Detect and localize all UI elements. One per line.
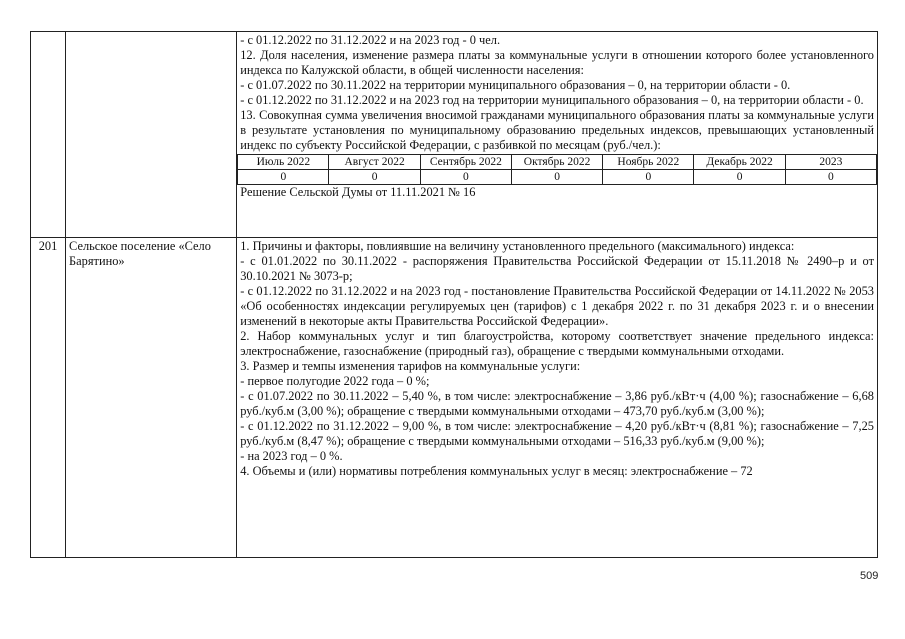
paragraph: - с 01.01.2022 по 30.11.2022 - распоряжения Правительства Российской Федерации от 15.11.2018 № 2490–р и от 30.10.2021 № 3073-р; (240, 254, 874, 283)
organization-name (66, 32, 237, 238)
paragraph: - на 2023 год – 0 %. (240, 449, 343, 463)
paragraph: 12. Доля населения, изменение размера платы за коммунальные услуги в отношении которого более установленного индекса по Калужской области, в общей численности населения: (240, 48, 874, 77)
month-header: Сентябрь 2022 (420, 155, 511, 170)
month-value: 0 (420, 170, 511, 185)
organization-name: Сельское поселение «Село Барятино» (66, 238, 237, 558)
paragraph: 2. Набор коммунальных услуг и тип благоустройства, которому соответствует значение предельного индекса: электроснабжение, газоснабжение (природный газ), обращение с твердыми коммунальными отходами. (240, 329, 874, 358)
month-value: 0 (785, 170, 876, 185)
table-row (31, 238, 878, 558)
row-number (31, 32, 66, 238)
row-content (237, 238, 878, 558)
paragraph: 4. Объемы и (или) нормативы потребления коммунальных услуг в месяц: электроснабжение – 72 (240, 464, 753, 478)
paragraph: - с 01.07.2022 по 30.11.2022 – 5,40 %, в том числе: электроснабжение – 3,86 руб./кВт·ч (4,00 %); газоснабжение – 6,68 руб./куб.м (3,00 %); обращение с твердыми коммунальными отходами – 473,70 руб./куб.м (3,00 %); (240, 389, 874, 418)
month-header: Август 2022 (329, 155, 420, 170)
month-header: 2023 (785, 155, 876, 170)
row-content (237, 32, 878, 238)
table-row (238, 155, 877, 170)
month-value: 0 (694, 170, 785, 185)
paragraph: - с 01.12.2022 по 31.12.2022 и на 2023 год - постановление Правительства Российской Федерации от 14.11.2022 № 2053 «Об особенностях индексации регулируемых цен (тарифов) с 1 декабря 2022 г. по 31 декабря 2023 г. и о внесении изменений в некоторые акты Правительства Российской Федерации». (240, 284, 874, 328)
monthly-sum-table (237, 154, 877, 185)
document-table (30, 31, 878, 558)
month-value: 0 (329, 170, 420, 185)
month-header: Декабрь 2022 (694, 155, 785, 170)
month-value: 0 (511, 170, 602, 185)
month-value: 0 (603, 170, 694, 185)
month-header: Ноябрь 2022 (603, 155, 694, 170)
table-row (31, 32, 878, 238)
paragraph: 13. Совокупная сумма увеличения вносимой гражданами муниципального образования платы за коммунальные услуги в результате установления по муниципальному образованию предельных индексов, превышающих установленный индекс по субъекту Российской Федерации, с разбивкой по месяцам (руб./чел.): (240, 108, 874, 152)
month-header: Июль 2022 (238, 155, 329, 170)
month-value: 0 (238, 170, 329, 185)
row-number: 201 (31, 238, 66, 558)
paragraph: - с 01.12.2022 по 31.12.2022 и на 2023 год на территории муниципального образования – 0, на территории области - 0. (240, 93, 864, 107)
paragraph: - с 01.12.2022 по 31.12.2022 и на 2023 год - 0 чел. (240, 33, 501, 47)
paragraph: - с 01.07.2022 по 30.11.2022 на территории муниципального образования – 0, на территории области - 0. (240, 78, 791, 92)
month-header: Октябрь 2022 (511, 155, 602, 170)
paragraph: 1. Причины и факторы, повлиявшие на величину установленного предельного (максимального) индекса: (240, 239, 795, 253)
paragraph: 3. Размер и темпы изменения тарифов на коммунальные услуги: (240, 359, 581, 373)
paragraph: - с 01.12.2022 по 31.12.2022 – 9,00 %, в том числе: электроснабжение – 4,20 руб./кВт·ч (8,81 %); газоснабжение – 7,25 руб./куб.м (8,47 %); обращение с твердыми коммунальными отходами – 516,33 руб./куб.м (9,00 %); (240, 419, 874, 448)
decision-reference: Решение Сельской Думы от 11.11.2021 № 16 (240, 185, 476, 199)
page-number: 509 (860, 570, 879, 582)
paragraph: - первое полугодие 2022 года – 0 %; (240, 374, 430, 388)
table-row (238, 170, 877, 185)
